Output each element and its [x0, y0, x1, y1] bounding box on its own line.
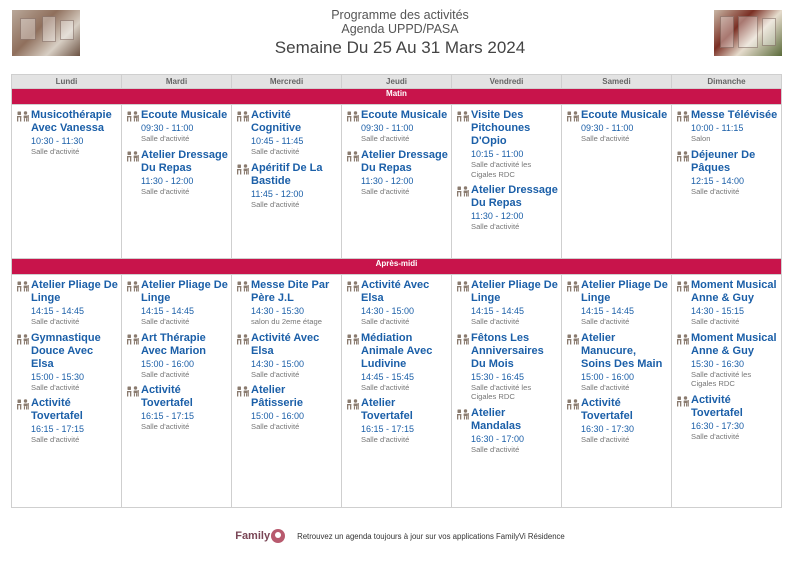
people-group-icon [17, 397, 31, 445]
people-group-icon [347, 109, 361, 144]
activity-time: 11:30 - 12:00 [471, 211, 524, 221]
activity-time: 15:30 - 16:30 [691, 358, 745, 369]
activity-location: Salle d'activité [581, 134, 630, 143]
section-label: Matin [12, 89, 782, 105]
activity-location: Salle d'activité [141, 422, 190, 431]
day-cell [452, 275, 562, 508]
activity-time: 12:15 - 14:00 [691, 175, 745, 186]
people-group-icon [237, 109, 251, 157]
activity-title: Art Thérapie Avec Marion [141, 331, 207, 357]
activity-location: Salle d'activité [361, 186, 410, 196]
weekly-schedule [11, 74, 782, 508]
day-header: Jeudi [342, 75, 452, 89]
day-cell [672, 105, 782, 259]
schedule-body [12, 89, 782, 508]
activity-item[interactable] [17, 109, 118, 157]
activity-time: 14:15 - 14:45 [471, 306, 525, 316]
activity-item[interactable] [237, 109, 338, 157]
day-cell [672, 275, 782, 508]
people-group-icon [457, 332, 471, 402]
activity-time: 16:15 - 17:15 [31, 424, 85, 434]
people-group-icon [127, 109, 141, 144]
activity-item[interactable] [127, 384, 228, 432]
activity-time: 11:45 - 12:00 [251, 188, 304, 199]
activity-title: Moment Musical Anne & Guy [691, 279, 777, 304]
activity-title: Atelier Mandalas [471, 406, 522, 432]
activity-location: Salle d'activité [361, 382, 410, 392]
activity-title: Apéritif De La Bastide [251, 161, 323, 187]
activity-title: Messe Dite Par Père J.L [251, 279, 330, 304]
people-group-icon [677, 332, 691, 389]
activity-title: Activité Tovertafel [141, 384, 193, 409]
activity-time: 10:00 - 11:15 [691, 123, 744, 133]
people-group-icon [677, 279, 691, 327]
day-header-row [12, 75, 782, 89]
activity-item[interactable] [567, 332, 668, 393]
activity-time: 09:30 - 11:00 [141, 123, 194, 133]
activity-location: Salle d'activité les Cigales RDC [471, 382, 532, 401]
day-header: Vendredi [452, 75, 562, 89]
activity-title: Déjeuner De Pâques [691, 148, 756, 174]
activity-item[interactable] [567, 397, 668, 445]
people-group-icon [677, 394, 691, 442]
activity-item[interactable] [127, 332, 228, 380]
brand-name: Family [235, 530, 271, 542]
activity-location: Salle d'activité [31, 382, 80, 392]
activity-location: Salle d'activité [581, 435, 630, 444]
activity-time: 10:30 - 11:30 [31, 136, 84, 146]
activity-item[interactable] [677, 332, 778, 389]
people-group-icon [567, 109, 581, 144]
activity-location: Salle d'activité [361, 435, 410, 444]
activity-time: 11:30 - 12:00 [361, 175, 414, 186]
day-header: Dimanche [672, 75, 782, 89]
activity-row [12, 105, 782, 259]
activity-item[interactable] [567, 109, 668, 144]
section-label: Après-midi [12, 259, 782, 275]
activity-location: Salle d'activité les Cigales RDC [471, 160, 532, 179]
people-group-icon [237, 279, 251, 327]
people-group-icon [237, 332, 251, 380]
activity-title: Atelier Pliage De Linge [141, 279, 228, 304]
activity-item[interactable] [347, 109, 448, 144]
activity-item[interactable] [457, 332, 558, 402]
people-group-icon [567, 397, 581, 445]
activity-location: Salle d'activité [31, 317, 80, 326]
activity-title: Messe Télévisée [691, 109, 778, 121]
people-group-icon [567, 279, 581, 327]
activity-time: 15:00 - 16:00 [581, 371, 635, 382]
activity-time: 16:30 - 17:30 [691, 420, 745, 431]
activity-title: Gymnastique Douce Avec Elsa [31, 331, 101, 370]
activity-location: salon du 2eme étage [251, 317, 322, 326]
people-group-icon [457, 109, 471, 179]
activity-time: 16:15 - 17:15 [141, 411, 195, 421]
activity-item[interactable] [347, 279, 448, 327]
activity-title: Fêtons Les Anniversaires Du Mois [471, 331, 544, 370]
week-title: Semaine Du 25 Au 31 Mars 2024 [274, 38, 526, 57]
activity-item[interactable] [127, 149, 228, 197]
people-group-icon [127, 149, 141, 197]
day-header: Samedi [562, 75, 672, 89]
activity-location: Salle d'activité [471, 317, 520, 326]
people-group-icon [457, 279, 471, 327]
activity-time: 15:00 - 16:00 [251, 411, 305, 421]
activity-title: Médiation Animale Avec Ludivine [361, 331, 433, 370]
activity-title: Atelier Dressage Du Repas [471, 184, 558, 209]
activity-time: 09:30 - 11:00 [581, 123, 634, 133]
activity-title: Ecoute Musicale [361, 109, 448, 121]
day-cell [562, 105, 672, 259]
activity-title: Atelier Pâtisserie [251, 384, 303, 409]
activity-location: Salle d'activité les Cigales RDC [691, 369, 752, 388]
activity-item[interactable] [237, 384, 338, 432]
activity-item[interactable] [457, 407, 558, 455]
familyvi-logo [235, 529, 285, 543]
activity-item[interactable] [347, 332, 448, 393]
activity-title: Activité Avec Elsa [361, 279, 430, 304]
people-group-icon [347, 279, 361, 327]
activity-row [12, 275, 782, 508]
people-group-icon [567, 332, 581, 393]
activity-location: Salle d'activité [471, 222, 520, 231]
brand-badge-icon [271, 529, 285, 543]
people-group-icon [457, 407, 471, 455]
people-group-icon [127, 279, 141, 327]
people-group-icon [17, 279, 31, 327]
activity-title: Activité Tovertafel [691, 393, 743, 419]
activity-title: Visite Des Pitchounes D'Opio [471, 109, 531, 147]
activity-title: Activité Avec Elsa [251, 331, 320, 357]
activity-item[interactable] [677, 279, 778, 327]
activity-item[interactable] [677, 394, 778, 442]
people-group-icon [677, 109, 691, 144]
day-cell [122, 105, 232, 259]
people-group-icon [347, 149, 361, 197]
activity-title: Atelier Dressage Du Repas [141, 148, 228, 174]
people-group-icon [127, 332, 141, 380]
page-footer [0, 529, 800, 543]
activity-time: 10:15 - 11:00 [471, 149, 524, 159]
activity-item[interactable] [677, 149, 778, 197]
day-cell [232, 275, 342, 508]
day-cell [12, 275, 122, 508]
activity-time: 14:30 - 15:30 [251, 306, 305, 316]
activity-time: 16:30 - 17:30 [581, 424, 635, 434]
people-group-icon [237, 162, 251, 210]
activity-location: Salle d'activité [31, 435, 80, 444]
people-group-icon [677, 149, 691, 197]
activity-location: Salle d'activité [251, 147, 300, 156]
activity-location: Salle d'activité [691, 317, 740, 326]
activity-title: Atelier Pliage De Linge [581, 279, 668, 304]
day-header: Lundi [12, 75, 122, 89]
people-group-icon [17, 109, 31, 157]
activity-title: Atelier Pliage De Linge [471, 279, 558, 304]
activity-time: 14:30 - 15:15 [691, 306, 745, 316]
people-group-icon [457, 184, 471, 232]
activity-title: Atelier Manucure, Soins Des Main [581, 331, 663, 370]
activity-title: Atelier Pliage De Linge [31, 279, 118, 304]
activity-time: 14:15 - 14:45 [31, 306, 85, 316]
activity-location: Salle d'activité [31, 147, 80, 156]
page-header [0, 8, 800, 59]
section-band [12, 259, 782, 275]
people-group-icon [127, 384, 141, 432]
activity-time: 09:30 - 11:00 [361, 123, 414, 133]
activity-item[interactable] [567, 279, 668, 327]
activity-time: 14:45 - 15:45 [361, 371, 415, 382]
day-header: Mercredi [232, 75, 342, 89]
activity-title: Activité Tovertafel [581, 397, 633, 422]
activity-title: Activité Tovertafel [31, 397, 83, 422]
activity-time: 15:30 - 16:45 [471, 371, 525, 382]
activity-item[interactable] [457, 279, 558, 327]
activity-item[interactable] [17, 332, 118, 393]
header-subtitle: Agenda UPPD/PASA [341, 22, 459, 36]
activity-item[interactable] [17, 279, 118, 327]
activity-item[interactable] [347, 397, 448, 445]
people-group-icon [347, 332, 361, 393]
day-cell [342, 275, 452, 508]
activity-location: Salle d'activité [141, 317, 190, 326]
activity-title: Atelier Tovertafel [361, 397, 413, 422]
activity-item[interactable] [237, 162, 338, 210]
people-group-icon [347, 397, 361, 445]
activity-location: Salle d'activité [251, 369, 300, 379]
activity-title: Atelier Dressage Du Repas [361, 148, 448, 174]
activity-item[interactable] [457, 109, 558, 179]
day-cell [12, 105, 122, 259]
activity-time: 16:15 - 17:15 [361, 424, 415, 434]
activity-location: Salle d'activité [141, 369, 190, 379]
activity-title: Activité Cognitive [251, 109, 302, 134]
activity-location: Salle d'activité [361, 134, 410, 143]
activity-location: Salle d'activité [361, 317, 410, 326]
activity-item[interactable] [17, 397, 118, 445]
activity-time: 10:45 - 11:45 [251, 136, 304, 146]
activity-time: 11:30 - 12:00 [141, 175, 194, 186]
activity-location: Salle d'activité [471, 444, 520, 454]
activity-title: Ecoute Musicale [141, 109, 228, 121]
day-cell [562, 275, 672, 508]
people-group-icon [237, 384, 251, 432]
people-group-icon [17, 332, 31, 393]
day-header: Mardi [122, 75, 232, 89]
activity-location: Salle d'activité [251, 422, 300, 431]
activity-time: 14:15 - 14:45 [141, 306, 195, 316]
activity-item[interactable] [127, 279, 228, 327]
activity-time: 15:00 - 16:00 [141, 358, 195, 369]
header-title: Programme des activités [331, 8, 469, 22]
activity-item[interactable] [677, 109, 778, 144]
activity-location: Salle d'activité [251, 199, 300, 209]
activity-item[interactable] [237, 279, 338, 327]
activity-location: Salle d'activité [581, 317, 630, 326]
activity-item[interactable] [127, 109, 228, 144]
activity-location: Salle d'activité [141, 186, 190, 196]
activity-title: Ecoute Musicale [581, 109, 668, 121]
activity-time: 14:30 - 15:00 [251, 358, 305, 369]
day-cell [232, 105, 342, 259]
activity-item[interactable] [347, 149, 448, 197]
footer-text: Retrouvez un agenda toujours à jour sur vos applications FamilyVi Résidence [297, 531, 565, 541]
activity-item[interactable] [237, 332, 338, 380]
activity-time: 16:30 - 17:00 [471, 433, 525, 444]
activity-location: Salon [691, 134, 711, 143]
day-cell [452, 105, 562, 259]
activity-title: Musicothérapie Avec Vanessa [31, 109, 112, 134]
activity-item[interactable] [457, 184, 558, 232]
day-cell [122, 275, 232, 508]
day-cell [342, 105, 452, 259]
activity-location: Salle d'activité [691, 431, 740, 441]
activity-time: 15:00 - 15:30 [31, 371, 85, 382]
section-band [12, 89, 782, 105]
activity-location: Salle d'activité [581, 382, 630, 392]
activity-title: Moment Musical Anne & Guy [691, 331, 777, 357]
activity-time: 14:30 - 15:00 [361, 306, 415, 316]
activity-location: Salle d'activité [691, 186, 740, 196]
activity-time: 14:15 - 14:45 [581, 306, 635, 316]
activity-location: Salle d'activité [141, 134, 190, 143]
